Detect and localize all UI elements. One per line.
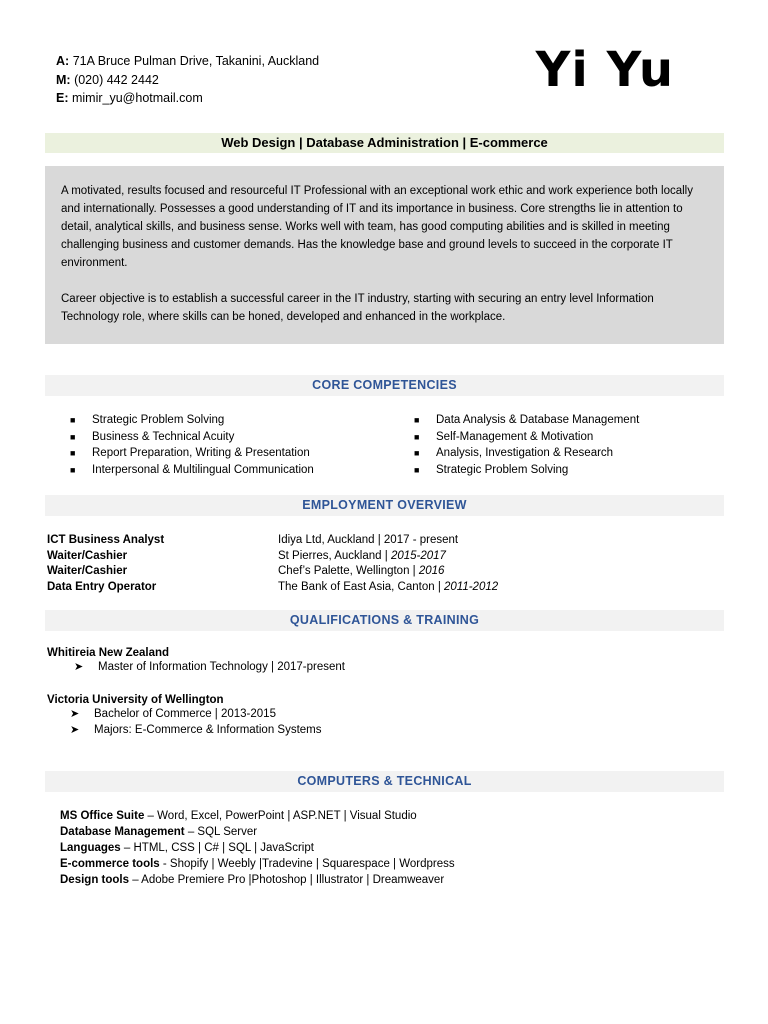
- technical-line: [60, 808, 455, 824]
- summary-box: [45, 166, 724, 344]
- job-years: 2016: [418, 565, 445, 577]
- technical-value: - Shopify | Weebly |Tradevine | Squarespace | Wordpress: [159, 858, 455, 870]
- qualification-2: [47, 694, 322, 738]
- list-item: [68, 445, 314, 462]
- employer-text: Idiya Ltd, Auckland | 2017 - present: [278, 534, 459, 546]
- technical-value: – SQL Server: [184, 826, 258, 838]
- bullet-icon: ■: [70, 431, 76, 442]
- email[interactable]: mimir_yu@hotmail.com: [71, 91, 203, 105]
- bullet-icon: ■: [70, 448, 76, 459]
- list-item-text: Strategic Problem Solving: [92, 414, 225, 426]
- list-item-text: Self-Management & Motivation: [436, 430, 594, 443]
- section-header-employment: EMPLOYMENT OVERVIEW: [45, 495, 724, 516]
- job-title: Waiter/Cashier: [47, 565, 128, 577]
- technical-value: – HTML, CSS | C# | SQL | JavaScript: [120, 842, 314, 854]
- arrow-icon: ➤: [70, 708, 80, 720]
- qualification-1: [47, 647, 345, 675]
- job-title: ICT Business Analyst: [47, 534, 165, 546]
- list-item-text: Bachelor of Commerce | 2013-2015: [94, 708, 276, 720]
- list-item: [412, 429, 639, 446]
- employer-text: Chef’s Palette, Wellington |: [278, 565, 419, 577]
- technical-value: – Adobe Premiere Pro |Photoshop | Illustrator | Dreamweaver: [129, 874, 445, 886]
- list-item: [70, 706, 322, 722]
- technical-label: Database Management: [60, 826, 185, 838]
- section-header-core: CORE COMPETENCIES: [45, 375, 724, 396]
- institution-name: Victoria University of Wellington: [47, 694, 224, 706]
- technical-line: [60, 824, 455, 840]
- technical-label: MS Office Suite: [60, 810, 145, 822]
- job-title: Waiter/Cashier: [47, 550, 128, 562]
- competency-list-right: [412, 412, 639, 479]
- address: 71A Bruce Pulman Drive, Takanini, Auckland: [72, 54, 320, 68]
- list-item-text: Data Analysis & Database Management: [436, 414, 640, 426]
- candidate-name: Yi Yu: [535, 42, 674, 98]
- list-item: [412, 445, 639, 462]
- list-item-text: Business & Technical Acuity: [92, 430, 235, 443]
- list-item: [68, 429, 314, 446]
- arrow-icon: ➤: [74, 661, 84, 673]
- technical-label: E-commerce tools: [60, 858, 160, 870]
- technical-line: [60, 856, 455, 872]
- list-item-text: Master of Information Technology | 2017-present: [98, 661, 345, 673]
- technical-line: [60, 872, 455, 888]
- section-header-computers: COMPUTERS & TECHNICAL: [45, 771, 724, 792]
- mobile-line: M: (020) 442 2442: [56, 72, 159, 87]
- bullet-icon: ■: [414, 431, 420, 442]
- job-years: 2011-2012: [444, 581, 499, 593]
- job-years: 2015-2017: [390, 550, 446, 562]
- email-line: E: mimir_yu@hotmail.com: [56, 91, 203, 105]
- qualification-items: [70, 706, 322, 738]
- list-item-text: Analysis, Investigation & Research: [436, 447, 614, 460]
- technical-label: Design tools: [60, 874, 130, 886]
- list-item: [412, 412, 639, 429]
- list-item: [68, 412, 314, 429]
- list-item-text: Interpersonal & Multilingual Communication: [92, 464, 314, 477]
- list-item: [68, 462, 314, 479]
- list-item-text: Strategic Problem Solving: [436, 464, 569, 477]
- institution-name: Whitireia New Zealand: [47, 647, 170, 659]
- career-objective-paragraph: Career objective is to establish a successful career in the IT industry, starting with securing an entry level Information Technology role, where skills can be honed, developed and enhanced in the workplace.: [61, 293, 654, 323]
- section-header-qualifications: QUALIFICATIONS & TRAINING: [45, 610, 724, 631]
- technical-label: Languages: [60, 842, 121, 854]
- list-item: [70, 722, 322, 738]
- job-title: Data Entry Operator: [47, 581, 157, 593]
- list-item-text: Report Preparation, Writing & Presentation: [92, 447, 310, 460]
- employer-text: St Pierres, Auckland |: [278, 550, 391, 562]
- technical-skills: [60, 808, 455, 888]
- address-line: A: 71A Bruce Pulman Drive, Takanini, Auckland: [56, 54, 320, 68]
- mobile: (020) 442 2442: [74, 72, 159, 87]
- summary-paragraph: A motivated, results focused and resourceful IT Professional with an exceptional work ethic and work experience both locally and internationally. Possesses a good understanding of IT and its importance in business. Core strengths lie in attention to detail, analytical skills, and business sense. Works well with team, has good computing abilities and is skilled in meeting challenging business and customer demands. Has the knowledge base and ground levels to succeed in the corporate IT environment.: [61, 185, 693, 269]
- bullet-icon: ■: [70, 465, 76, 476]
- job-employer: [278, 579, 498, 595]
- specialty-banner: Web Design | Database Administration | E-commerce: [45, 133, 724, 153]
- list-item: [74, 659, 345, 675]
- technical-value: – Word, Excel, PowerPoint | ASP.NET | Visual Studio: [144, 810, 417, 822]
- competency-list-left: [68, 412, 314, 479]
- contact-block: [56, 52, 319, 108]
- list-item-text: Majors: E-Commerce & Information Systems: [94, 724, 322, 736]
- job-employer: [278, 563, 444, 579]
- technical-line: [60, 840, 455, 856]
- job-employer: [278, 532, 458, 548]
- bullet-icon: ■: [70, 415, 76, 425]
- arrow-icon: ➤: [70, 724, 80, 736]
- bullet-icon: ■: [414, 448, 420, 459]
- job-employer: [278, 548, 446, 564]
- list-item: [412, 462, 639, 479]
- employer-text: The Bank of East Asia, Canton |: [278, 581, 444, 593]
- qualification-items: [74, 659, 345, 675]
- bullet-icon: ■: [414, 465, 420, 476]
- bullet-icon: ■: [414, 415, 420, 425]
